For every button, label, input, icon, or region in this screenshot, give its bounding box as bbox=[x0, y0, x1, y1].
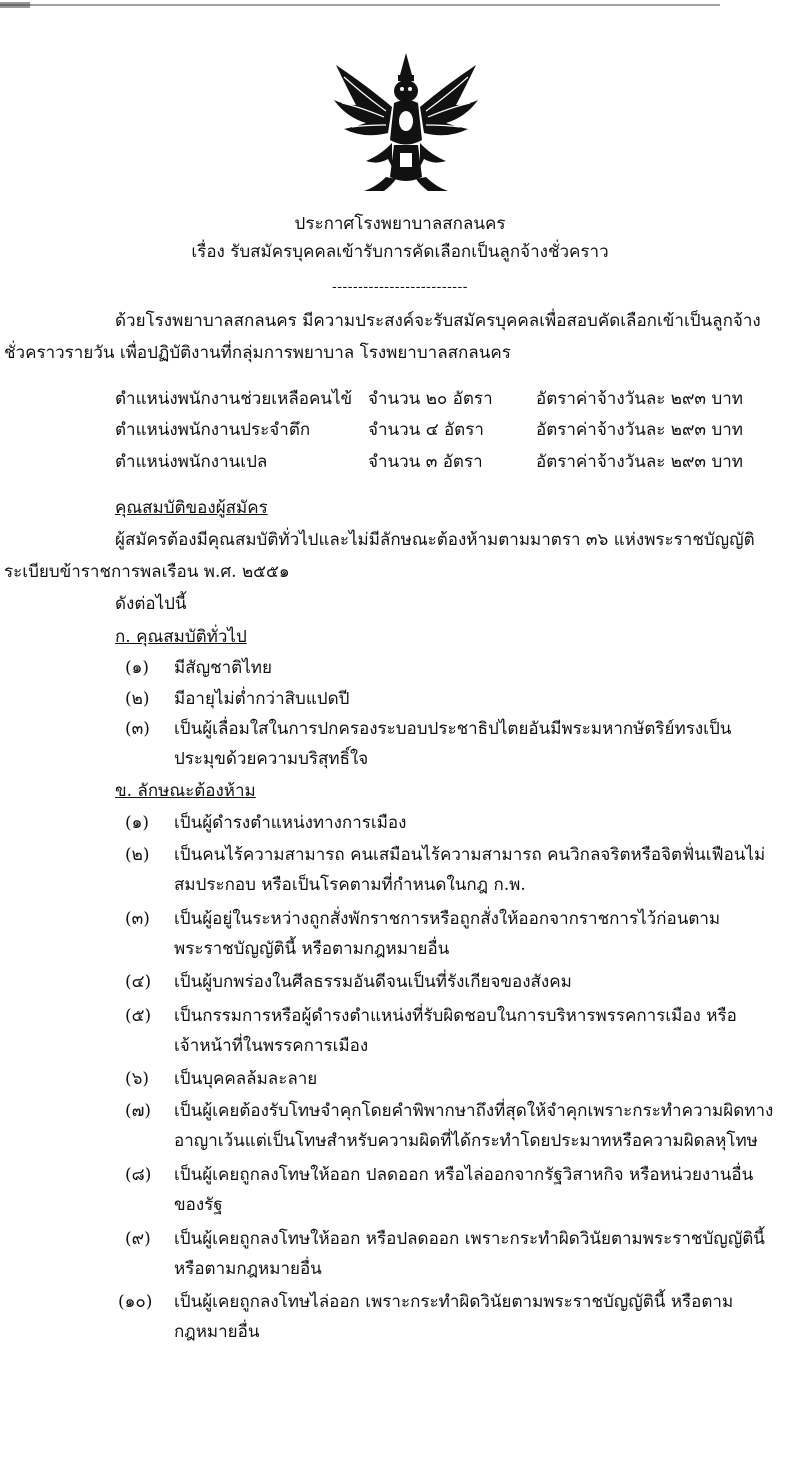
item-number: (๗) bbox=[125, 1101, 152, 1121]
list-item: เป็นผู้เคยถูกลงโทษให้ออก ปลดออก หรือไล่ออกจากรัฐวิสาหกิจ หรือหน่วยงานอื่น bbox=[174, 1165, 754, 1185]
item-number: (๑) bbox=[125, 813, 150, 833]
item-number: (๑) bbox=[125, 658, 150, 678]
qualifications-para-line-1: ผู้สมัครต้องมีคุณสมบัติทั่วไปและไม่มีลักษณะต้องห้ามตามมาตรา ๓๖ แห่งพระราชบัญญัติ bbox=[115, 530, 755, 550]
list-item-continuation: ของรัฐ bbox=[174, 1195, 223, 1215]
position-title: ตำแหน่งพนักงานประจำตึก bbox=[115, 420, 311, 440]
intro-line-1: ด้วยโรงพยาบาลสกลนคร มีความประสงค์จะรับสมัครบุคคลเพื่อสอบคัดเลือกเข้าเป็นลูกจ้าง bbox=[115, 311, 761, 331]
qualifications-para-line-2: ระเบียบข้าราชการพลเรือน พ.ศ. ๒๕๕๑ bbox=[4, 562, 290, 582]
as-follows-label: ดังต่อไปนี้ bbox=[115, 594, 187, 614]
list-item: เป็นกรรมการหรือผู้ดำรงตำแหน่งที่รับผิดชอบในการบริหารพรรคการเมือง หรือ bbox=[174, 1006, 737, 1026]
list-item: เป็นผู้ดำรงตำแหน่งทางการเมือง bbox=[174, 813, 407, 833]
list-item: เป็นคนไร้ความสามารถ คนเสมือนไร้ความสามารถ คนวิกลจริตหรือจิตฟั่นเฟือนไม่ bbox=[174, 845, 766, 865]
position-wage: อัตราค่าจ้างวันละ ๒๙๓ บาท bbox=[536, 389, 743, 409]
list-item: เป็นผู้เคยต้องรับโทษจำคุกโดยคำพิพากษาถึงที่สุดให้จำคุกเพราะกระทำความผิดทาง bbox=[174, 1101, 774, 1121]
qualifications-heading: คุณสมบัติของผู้สมัคร bbox=[115, 498, 268, 518]
list-item-continuation: พระราชบัญญัตินี้ หรือตามกฎหมายอื่น bbox=[174, 939, 450, 959]
position-wage: อัตราค่าจ้างวันละ ๒๙๓ บาท bbox=[536, 452, 743, 472]
list-item: เป็นผู้เคยถูกลงโทษไล่ออก เพราะกระทำผิดวินัยตามพระราชบัญญัตินี้ หรือตาม bbox=[174, 1292, 734, 1312]
general-qualifications-heading: ก. คุณสมบัติทั่วไป bbox=[115, 627, 247, 647]
item-number: (๕) bbox=[125, 1006, 152, 1026]
scan-top-mark bbox=[0, 2, 30, 8]
item-number: (๖) bbox=[125, 1069, 150, 1089]
item-number: (๑๐) bbox=[118, 1292, 153, 1312]
position-title: ตำแหน่งพนักงานเปล bbox=[115, 452, 268, 472]
list-item-continuation: หรือตามกฎหมายอื่น bbox=[174, 1259, 322, 1279]
list-item: มีอายุไม่ต่ำกว่าสิบแปดปี bbox=[174, 689, 350, 709]
document-subject: เรื่อง รับสมัครบุคคลเข้ารับการคัดเลือกเป็นลูกจ้างชั่วคราว bbox=[191, 242, 609, 262]
list-item-continuation: เจ้าหน้าที่ในพรรคการเมือง bbox=[174, 1036, 369, 1056]
item-number: (๒) bbox=[125, 845, 150, 865]
intro-line-2: ชั่วคราวรายวัน เพื่อปฏิบัติงานที่กลุ่มการพยาบาล โรงพยาบาลสกลนคร bbox=[4, 343, 511, 363]
position-count: จำนวน ๓ อัตรา bbox=[368, 452, 483, 472]
garuda-emblem-icon bbox=[326, 45, 486, 195]
list-item: เป็นบุคคลล้มละลาย bbox=[174, 1069, 318, 1089]
document-title: ประกาศโรงพยาบาลสกลนคร bbox=[294, 214, 506, 234]
list-item: เป็นผู้เคยถูกลงโทษให้ออก หรือปลดออก เพราะกระทำผิดวินัยตามพระราชบัญญัตินี้ bbox=[174, 1229, 765, 1249]
list-item: เป็นผู้เลื่อมใสในการปกครองระบอบประชาธิปไตยอันมีพระมหากษัตริย์ทรงเป็น bbox=[174, 719, 732, 739]
item-number: (๙) bbox=[125, 1229, 151, 1249]
list-item-continuation: กฎหมายอื่น bbox=[174, 1322, 260, 1342]
list-item: เป็นผู้บกพร่องในศีลธรรมอันดีจนเป็นที่รังเกียจของสังคม bbox=[174, 972, 572, 992]
item-number: (๓) bbox=[125, 909, 150, 929]
list-item-continuation: ประมุขด้วยความบริสุทธิ์ใจ bbox=[174, 749, 369, 769]
prohibited-heading: ข. ลักษณะต้องห้าม bbox=[115, 781, 256, 801]
position-count: จำนวน ๒๐ อัตรา bbox=[368, 389, 493, 409]
list-item-continuation: สมประกอบ หรือเป็นโรคตามที่กำหนดในกฎ ก.พ. bbox=[174, 875, 526, 895]
list-item-continuation: อาญาเว้นแต่เป็นโทษสำหรับความผิดที่ได้กระทำโดยประมาทหรือความผิดลหุโทษ bbox=[174, 1131, 758, 1151]
item-number: (๒) bbox=[125, 689, 150, 709]
scan-top-edge bbox=[0, 4, 720, 6]
item-number: (๔) bbox=[125, 972, 152, 992]
list-item: เป็นผู้อยู่ในระหว่างถูกสั่งพักราชการหรือถูกสั่งให้ออกจากราชการไว้ก่อนตาม bbox=[174, 909, 721, 929]
position-count: จำนวน ๔ อัตรา bbox=[368, 420, 484, 440]
item-number: (๘) bbox=[125, 1165, 152, 1185]
list-item: มีสัญชาติไทย bbox=[174, 658, 272, 678]
item-number: (๓) bbox=[125, 719, 150, 739]
position-title: ตำแหน่งพนักงานช่วยเหลือคนไข้ bbox=[115, 389, 353, 409]
header-divider: -------------------------- bbox=[332, 279, 468, 295]
position-wage: อัตราค่าจ้างวันละ ๒๙๓ บาท bbox=[536, 420, 743, 440]
